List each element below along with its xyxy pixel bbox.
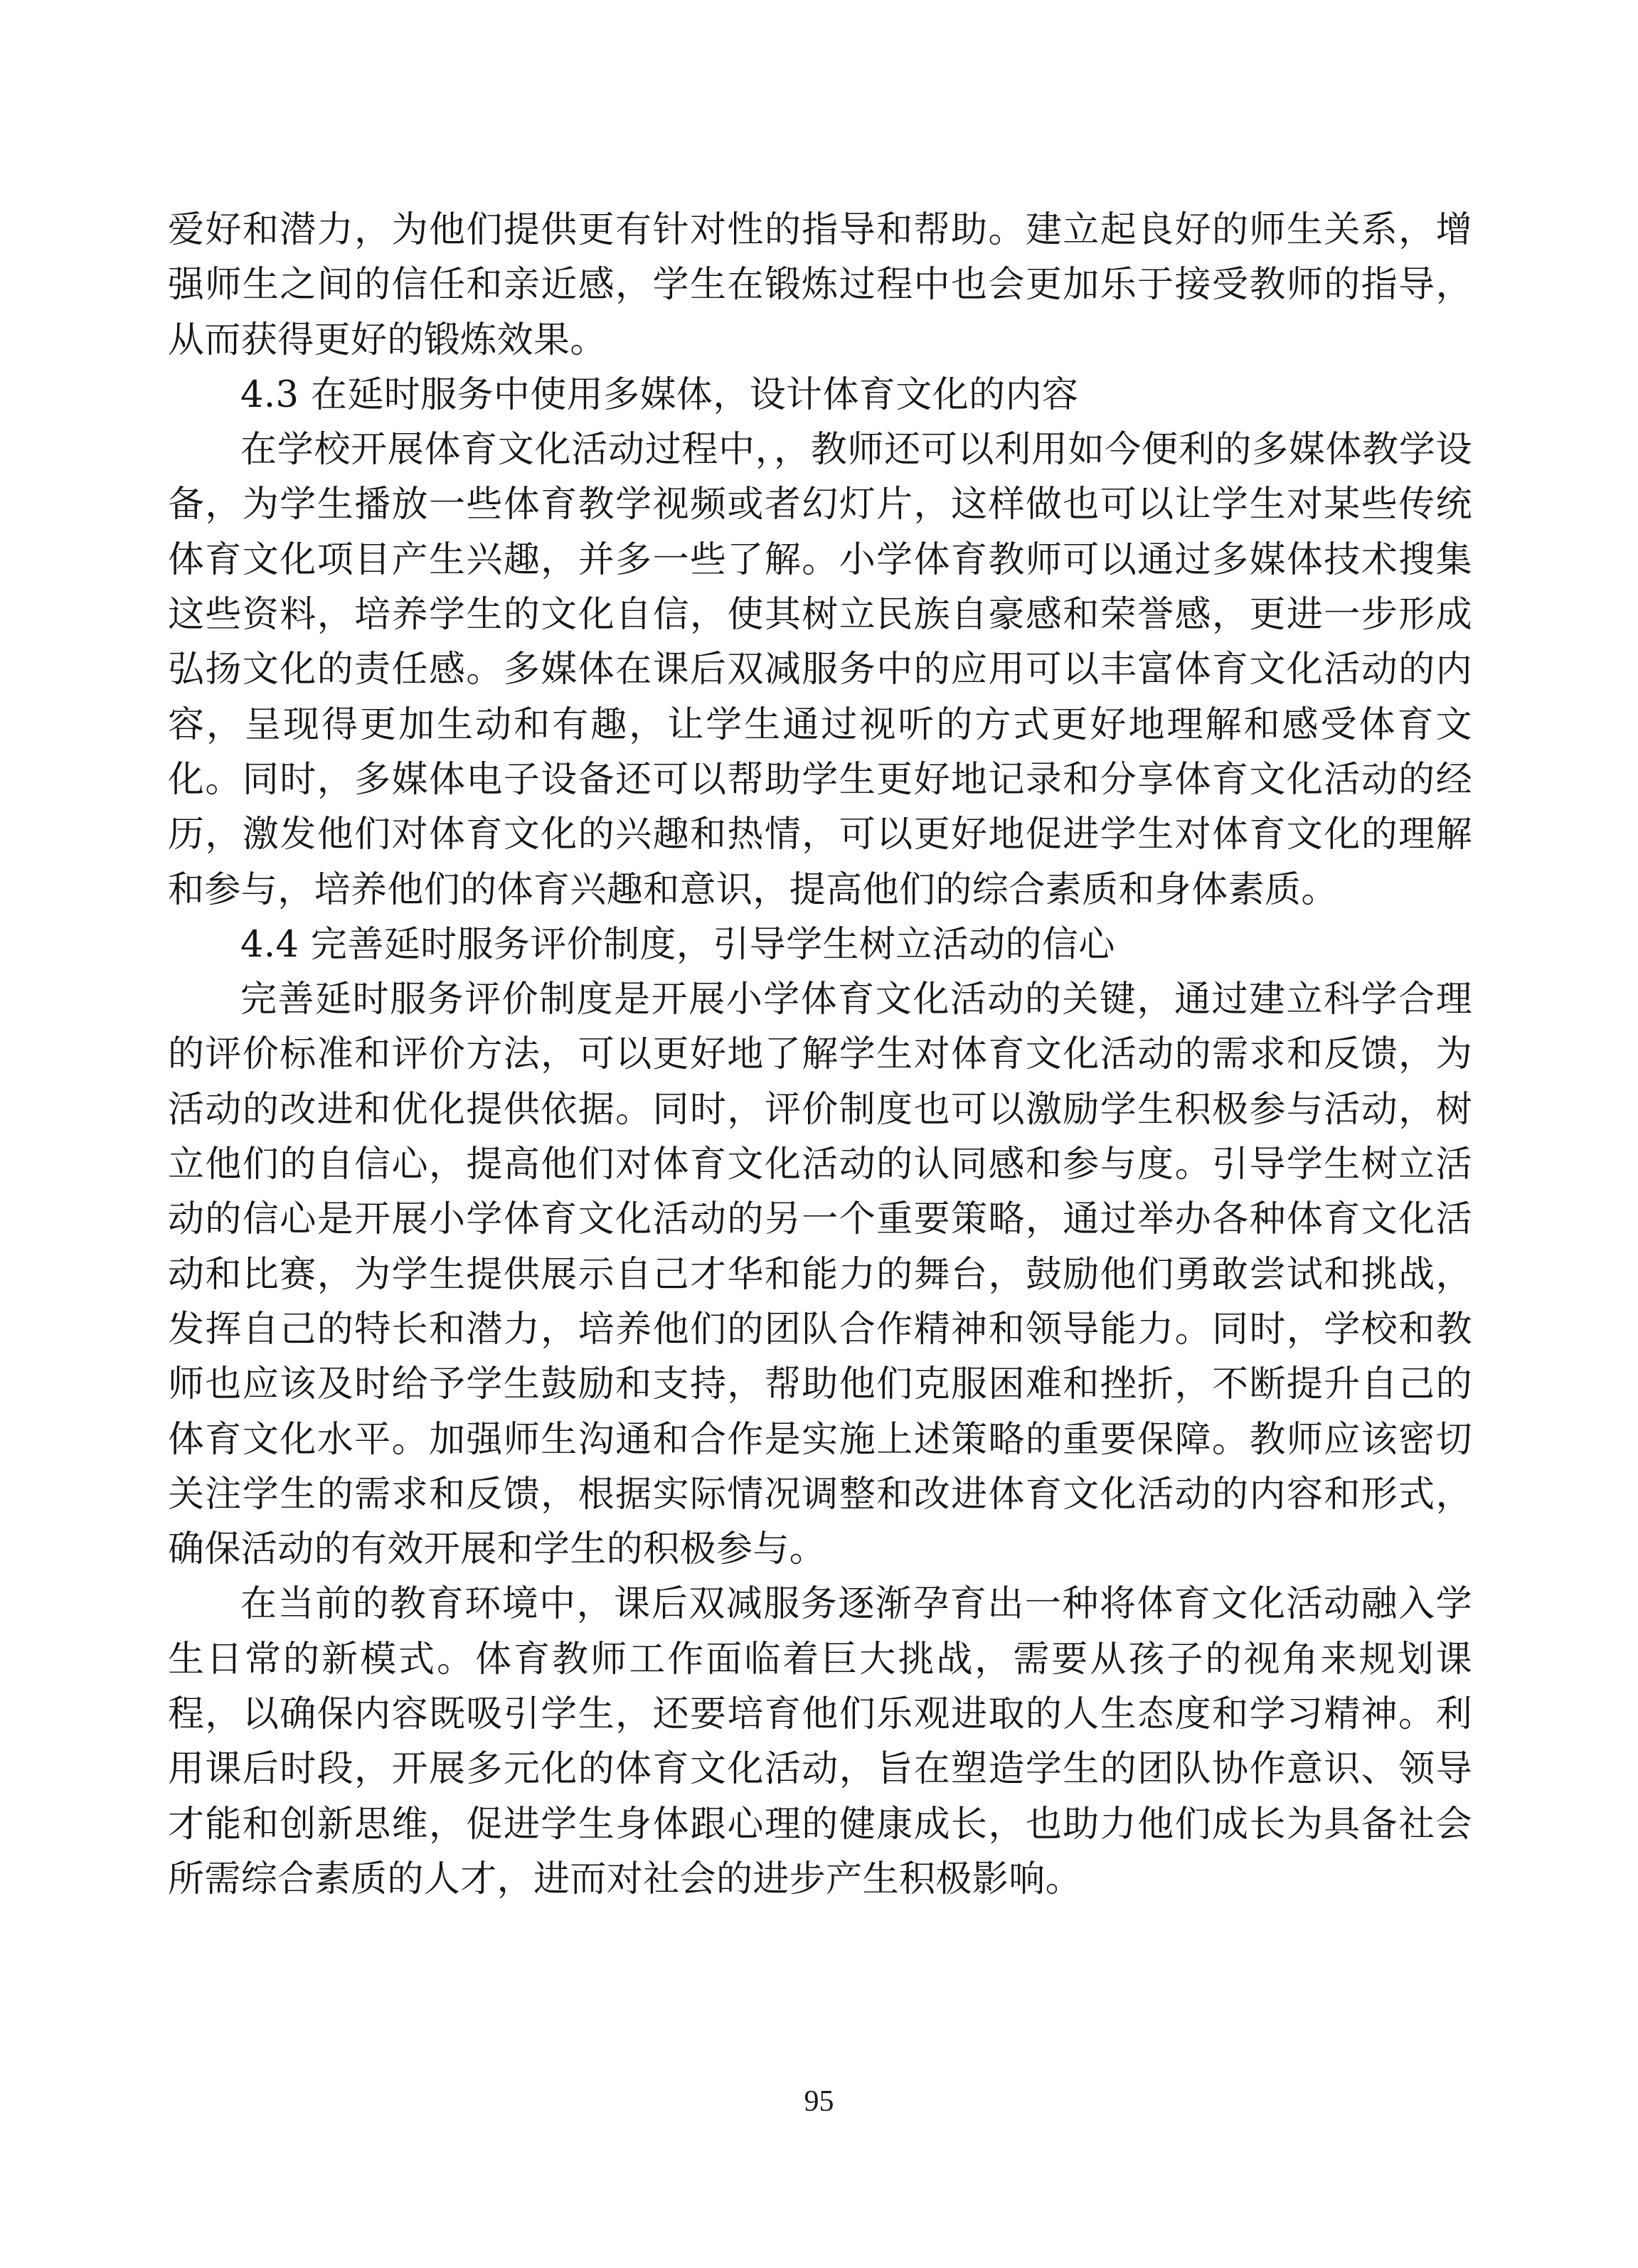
section-heading-4-3: 4.3 在延时服务中使用多媒体，设计体育文化的内容 <box>240 373 1079 416</box>
paragraph-continued: 爱好和潜力，为他们提供更有针对性的指导和帮助。建立起良好的师生关系，增强师生之间的信任和亲近感，学生在锻炼过程中也会更加乐于接受教师的指导，从而获得更好的锻炼效果。 <box>168 209 1472 361</box>
paragraph-conclusion: 在当前的教育环境中，课后双减服务逐渐孕育出一种将体育文化活动融入学生日常的新模式。体育教师工作面临着巨大挑战，需要从孩子的视角来规划课程，以确保内容既吸引学生，还要培育他们乐观进取的人生态度和学习精神。利用课后时段，开展多元化的体育文化活动，旨在塑造学生的团队协作意识、领导才能和创新思维，促进学生身体跟心理的健康成长，也助力他们成长为具备社会所需综合素质的人才，进而对社会的进步产生积极影响。 <box>168 1583 1472 1900</box>
page-body <box>168 203 1472 1907</box>
section-heading-4-4: 4.4 完善延时服务评价制度，引导学生树立活动的信心 <box>240 923 1115 966</box>
page-number: 95 <box>804 2085 834 2118</box>
paragraph-evaluation: 完善延时服务评价制度是开展小学体育文化活动的关键，通过建立科学合理的评价标准和评价方法，可以更好地了解学生对体育文化活动的需求和反馈，为活动的改进和优化提供依据。同时，评价制度也可以激励学生积极参与活动，树立他们的自信心，提高他们对体育文化活动的认同感和参与度。引导学生树立活动的信心是开展小学体育文化活动的另一个重要策略，通过举办各种体育文化活动和比赛，为学生提供展示自己才华和能力的舞台，鼓励他们勇敢尝试和挑战，发挥自己的特长和潜力，培养他们的团队合作精神和领导能力。同时，学校和教师也应该及时给予学生鼓励和支持，帮助他们克服困难和挫折，不断提升自己的体育文化水平。加强师生沟通和合作是实施上述策略的重要保障。教师应该密切关注学生的需求和反馈，根据实际情况调整和改进体育文化活动的内容和形式，确保活动的有效开展和学生的积极参与。 <box>168 979 1472 1571</box>
paragraph-multimedia: 在学校开展体育文化活动过程中，，教师还可以利用如今便利的多媒体教学设备，为学生播放一些体育教学视频或者幻灯片，这样做也可以让学生对某些传统体育文化项目产生兴趣，并多一些了解。小学体育教师可以通过多媒体技术搜集这些资料，培养学生的文化自信，使其树立民族自豪感和荣誉感，更进一步形成 弘扬文化的责任感。多媒体在课后双减服务中的应用可以丰富体育文化活动的内容，呈现得更加生动和有趣，让学生通过视听的方式更好地理解和感受体育文化。同时，多媒体电子设备还可以帮助学生更好地记录和分享体育文化活动的经历，激发他们对体育文化的兴趣和热情，可以更好地促进学生对体育文化的理解和参与，培养他们的体育兴趣和意识，提高他们的综合素质和身体素质。 <box>168 429 1472 911</box>
